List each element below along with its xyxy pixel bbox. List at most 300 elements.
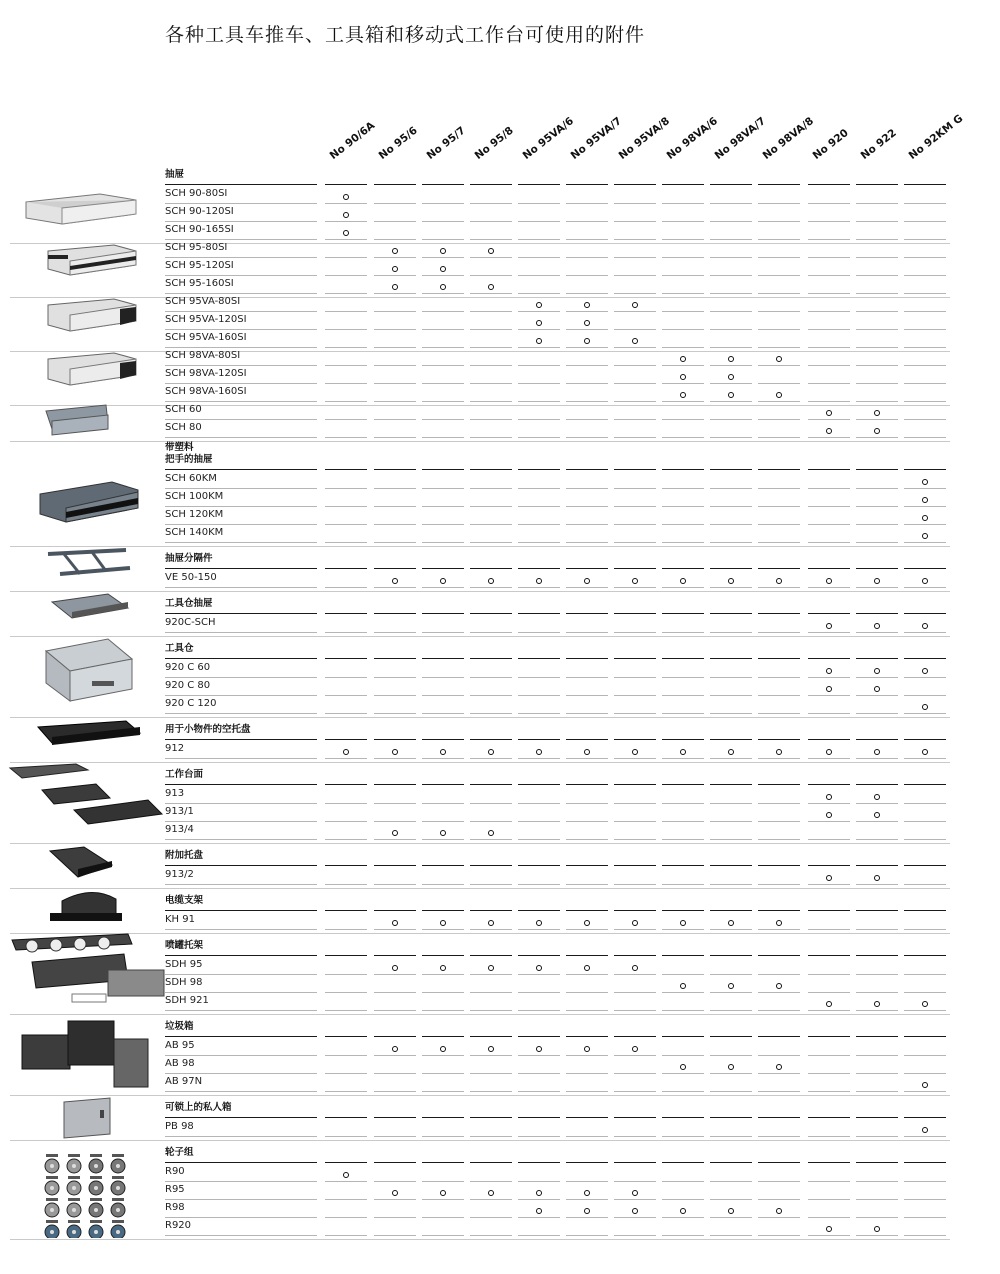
row-rule bbox=[470, 524, 512, 525]
row-rule bbox=[710, 506, 752, 507]
row-rule bbox=[808, 1136, 850, 1137]
column-header: No 922 bbox=[858, 126, 899, 162]
group-header-rule bbox=[325, 865, 367, 866]
row-rule bbox=[710, 419, 752, 420]
row-rule bbox=[758, 839, 800, 840]
row-rule bbox=[808, 758, 850, 759]
row-label: SCH 90-165SI bbox=[165, 224, 234, 235]
row-rule bbox=[710, 1010, 752, 1011]
row-rule bbox=[856, 293, 898, 294]
column-header: No 92KM G bbox=[906, 112, 966, 162]
group-separator bbox=[10, 441, 950, 442]
group-header-rule bbox=[325, 658, 367, 659]
group-header-rule bbox=[758, 955, 800, 956]
row-rule bbox=[758, 758, 800, 759]
row-rule bbox=[758, 1217, 800, 1218]
row-rule bbox=[662, 587, 704, 588]
parts-tray-icon bbox=[8, 717, 148, 753]
group-header-rule bbox=[325, 613, 367, 614]
row-rule bbox=[808, 506, 850, 507]
row-rule bbox=[662, 311, 704, 312]
compatibility-dot bbox=[776, 392, 782, 398]
row-rule bbox=[422, 365, 464, 366]
group-header-rule bbox=[662, 865, 704, 866]
row-rule bbox=[856, 239, 898, 240]
group-header-rule bbox=[856, 469, 898, 470]
row-rule bbox=[470, 1010, 512, 1011]
group-header-rule bbox=[325, 1036, 367, 1037]
group-header-rule bbox=[758, 568, 800, 569]
row-rule bbox=[614, 221, 656, 222]
row-rule bbox=[422, 677, 464, 678]
group-separator bbox=[10, 843, 950, 844]
row-rule bbox=[518, 419, 560, 420]
row-label: VE 50-150 bbox=[165, 572, 217, 583]
compatibility-dot bbox=[874, 623, 880, 629]
row-rule bbox=[470, 1181, 512, 1182]
row-rule bbox=[808, 524, 850, 525]
row-rule bbox=[374, 632, 416, 633]
row-rule bbox=[856, 1199, 898, 1200]
group-header-rule bbox=[165, 1117, 317, 1118]
row-rule bbox=[165, 203, 317, 204]
group-header-rule bbox=[470, 739, 512, 740]
compatibility-dot bbox=[392, 578, 398, 584]
group-header-rule bbox=[374, 910, 416, 911]
row-rule bbox=[904, 329, 946, 330]
row-rule bbox=[422, 329, 464, 330]
row-rule bbox=[374, 329, 416, 330]
row-rule bbox=[614, 347, 656, 348]
row-rule bbox=[614, 1136, 656, 1137]
row-rule bbox=[808, 383, 850, 384]
row-rule bbox=[165, 329, 317, 330]
group-header-rule bbox=[518, 1162, 560, 1163]
compatibility-dot bbox=[826, 686, 832, 692]
group-header-rule bbox=[856, 910, 898, 911]
compatibility-dot bbox=[488, 1190, 494, 1196]
group-label: 抽屉分隔件 bbox=[165, 553, 213, 564]
row-rule bbox=[374, 1217, 416, 1218]
group-header-rule bbox=[856, 1117, 898, 1118]
group-header-rule bbox=[566, 568, 608, 569]
row-rule bbox=[374, 524, 416, 525]
group-header-rule bbox=[662, 469, 704, 470]
compatibility-dot bbox=[874, 578, 880, 584]
row-rule bbox=[422, 884, 464, 885]
row-rule bbox=[470, 713, 512, 714]
row-rule bbox=[165, 839, 317, 840]
compatibility-dot bbox=[922, 1001, 928, 1007]
row-rule bbox=[325, 1091, 367, 1092]
row-rule bbox=[566, 1091, 608, 1092]
group-header-rule bbox=[662, 184, 704, 185]
row-rule bbox=[165, 758, 317, 759]
row-rule bbox=[374, 221, 416, 222]
row-rule bbox=[374, 1091, 416, 1092]
compatibility-dot bbox=[728, 356, 734, 362]
compatibility-dot bbox=[632, 578, 638, 584]
row-rule bbox=[518, 437, 560, 438]
row-rule bbox=[904, 1010, 946, 1011]
row-rule bbox=[758, 884, 800, 885]
group-header-rule bbox=[856, 658, 898, 659]
row-rule bbox=[662, 1199, 704, 1200]
group-header-rule bbox=[422, 955, 464, 956]
row-rule bbox=[566, 275, 608, 276]
row-rule bbox=[662, 1073, 704, 1074]
group-header-rule bbox=[470, 910, 512, 911]
row-rule bbox=[904, 587, 946, 588]
row-rule bbox=[758, 1235, 800, 1236]
group-header-rule bbox=[614, 1117, 656, 1118]
group-header-rule bbox=[566, 910, 608, 911]
row-rule bbox=[758, 1199, 800, 1200]
row-rule bbox=[758, 1136, 800, 1137]
row-label: SDH 921 bbox=[165, 995, 209, 1006]
row-rule bbox=[518, 1073, 560, 1074]
row-rule bbox=[856, 839, 898, 840]
group-header-rule bbox=[518, 955, 560, 956]
row-rule bbox=[614, 365, 656, 366]
row-rule bbox=[904, 383, 946, 384]
row-rule bbox=[710, 677, 752, 678]
compatibility-dot bbox=[584, 1190, 590, 1196]
row-rule bbox=[470, 677, 512, 678]
compatibility-dot bbox=[632, 302, 638, 308]
group-separator bbox=[10, 351, 950, 352]
row-rule bbox=[614, 1073, 656, 1074]
row-rule bbox=[904, 239, 946, 240]
row-rule bbox=[374, 239, 416, 240]
group-label: 电缆支架 bbox=[165, 895, 204, 906]
row-rule bbox=[614, 758, 656, 759]
row-rule bbox=[165, 632, 317, 633]
row-rule bbox=[566, 293, 608, 294]
row-rule bbox=[566, 542, 608, 543]
row-rule bbox=[758, 329, 800, 330]
row-label: SCH 95-80SI bbox=[165, 242, 228, 253]
row-rule bbox=[614, 1235, 656, 1236]
row-label: SCH 98VA-160SI bbox=[165, 386, 247, 397]
row-rule bbox=[904, 839, 946, 840]
row-label: SCH 95VA-120SI bbox=[165, 314, 247, 325]
drawer-handle-icon bbox=[8, 241, 148, 285]
row-label: SDH 95 bbox=[165, 959, 203, 970]
row-rule bbox=[856, 821, 898, 822]
row-rule bbox=[374, 365, 416, 366]
row-rule bbox=[470, 365, 512, 366]
row-rule bbox=[856, 974, 898, 975]
row-label: SCH 95VA-160SI bbox=[165, 332, 247, 343]
compatibility-dot bbox=[584, 320, 590, 326]
tool-case-icon bbox=[8, 637, 148, 709]
row-rule bbox=[710, 365, 752, 366]
compatibility-dot bbox=[440, 578, 446, 584]
group-header-rule bbox=[808, 865, 850, 866]
row-rule bbox=[325, 293, 367, 294]
group-header-rule bbox=[662, 955, 704, 956]
group-header-rule bbox=[662, 1036, 704, 1037]
row-label: PB 98 bbox=[165, 1121, 194, 1132]
row-rule bbox=[566, 383, 608, 384]
group-header-rule bbox=[614, 784, 656, 785]
compatibility-dot bbox=[776, 749, 782, 755]
row-rule bbox=[422, 275, 464, 276]
column-header: No 95/6 bbox=[376, 124, 420, 162]
group-header-rule bbox=[904, 1036, 946, 1037]
group-header-rule bbox=[518, 613, 560, 614]
group-header-rule bbox=[856, 739, 898, 740]
compatibility-dot bbox=[728, 920, 734, 926]
group-header-rule bbox=[758, 184, 800, 185]
row-rule bbox=[566, 203, 608, 204]
row-rule bbox=[614, 383, 656, 384]
row-rule bbox=[566, 257, 608, 258]
compatibility-dot bbox=[584, 302, 590, 308]
group-header-rule bbox=[422, 1162, 464, 1163]
row-rule bbox=[856, 1181, 898, 1182]
row-rule bbox=[808, 713, 850, 714]
compatibility-dot bbox=[874, 668, 880, 674]
compatibility-dot bbox=[392, 920, 398, 926]
row-rule bbox=[422, 257, 464, 258]
group-separator bbox=[10, 717, 950, 718]
row-rule bbox=[566, 632, 608, 633]
row-label: 912 bbox=[165, 743, 185, 754]
row-rule bbox=[904, 488, 946, 489]
row-rule bbox=[518, 293, 560, 294]
compatibility-dot bbox=[632, 338, 638, 344]
group-header-rule bbox=[904, 469, 946, 470]
group-header-rule bbox=[518, 568, 560, 569]
row-rule bbox=[165, 257, 317, 258]
group-header-rule bbox=[662, 910, 704, 911]
row-rule bbox=[662, 1055, 704, 1056]
row-rule bbox=[374, 542, 416, 543]
row-rule bbox=[422, 1199, 464, 1200]
row-rule bbox=[165, 437, 317, 438]
row-rule bbox=[614, 803, 656, 804]
row-rule bbox=[808, 695, 850, 696]
row-rule bbox=[470, 383, 512, 384]
group-header-rule bbox=[808, 784, 850, 785]
compatibility-dot bbox=[776, 1064, 782, 1070]
group-header-rule bbox=[325, 469, 367, 470]
row-rule bbox=[662, 677, 704, 678]
row-rule bbox=[518, 329, 560, 330]
row-rule bbox=[856, 221, 898, 222]
row-rule bbox=[808, 257, 850, 258]
row-rule bbox=[470, 437, 512, 438]
compatibility-dot bbox=[632, 920, 638, 926]
row-rule bbox=[470, 329, 512, 330]
row-rule bbox=[518, 257, 560, 258]
row-rule bbox=[325, 1181, 367, 1182]
row-rule bbox=[165, 221, 317, 222]
row-rule bbox=[325, 524, 367, 525]
row-rule bbox=[422, 929, 464, 930]
group-header-rule bbox=[614, 613, 656, 614]
row-rule bbox=[518, 1235, 560, 1236]
row-rule bbox=[422, 839, 464, 840]
column-header: No 95VA/6 bbox=[520, 115, 577, 162]
row-rule bbox=[662, 257, 704, 258]
row-rule bbox=[662, 203, 704, 204]
row-rule bbox=[808, 401, 850, 402]
row-rule bbox=[904, 1091, 946, 1092]
row-rule bbox=[470, 311, 512, 312]
row-rule bbox=[758, 542, 800, 543]
row-rule bbox=[614, 506, 656, 507]
compatibility-dot bbox=[392, 749, 398, 755]
group-header-rule bbox=[165, 613, 317, 614]
group-header-rule bbox=[470, 784, 512, 785]
compatibility-dot bbox=[632, 1208, 638, 1214]
row-rule bbox=[422, 347, 464, 348]
row-rule bbox=[662, 239, 704, 240]
row-rule bbox=[422, 1181, 464, 1182]
row-rule bbox=[904, 1136, 946, 1137]
row-rule bbox=[518, 974, 560, 975]
compatibility-dot bbox=[343, 230, 349, 236]
compatibility-dot bbox=[874, 410, 880, 416]
row-rule bbox=[710, 275, 752, 276]
group-label: 工具仓 bbox=[165, 643, 194, 654]
row-rule bbox=[808, 311, 850, 312]
group-header-rule bbox=[808, 658, 850, 659]
row-label: SCH 98VA-80SI bbox=[165, 350, 241, 361]
compatibility-dot bbox=[826, 578, 832, 584]
compatibility-dot bbox=[776, 578, 782, 584]
row-rule bbox=[518, 587, 560, 588]
row-rule bbox=[758, 347, 800, 348]
row-rule bbox=[614, 587, 656, 588]
compatibility-dot bbox=[488, 965, 494, 971]
row-rule bbox=[662, 992, 704, 993]
row-rule bbox=[165, 419, 317, 420]
row-rule bbox=[470, 239, 512, 240]
group-header-rule bbox=[904, 784, 946, 785]
group-header-rule bbox=[422, 469, 464, 470]
row-rule bbox=[518, 1010, 560, 1011]
row-rule bbox=[758, 257, 800, 258]
group-header-rule bbox=[566, 784, 608, 785]
group-header-rule bbox=[856, 865, 898, 866]
group-header-rule bbox=[518, 1036, 560, 1037]
row-rule bbox=[470, 695, 512, 696]
group-header-rule bbox=[566, 1162, 608, 1163]
row-label: 920 C 120 bbox=[165, 698, 217, 709]
row-rule bbox=[758, 419, 800, 420]
row-rule bbox=[422, 437, 464, 438]
group-separator bbox=[10, 1095, 950, 1096]
row-rule bbox=[165, 383, 317, 384]
row-rule bbox=[325, 1199, 367, 1200]
row-rule bbox=[856, 632, 898, 633]
row-rule bbox=[165, 1199, 317, 1200]
row-rule bbox=[325, 803, 367, 804]
column-header: No 95/7 bbox=[424, 124, 468, 162]
group-header-rule bbox=[566, 955, 608, 956]
group-header-rule bbox=[165, 1162, 317, 1163]
row-rule bbox=[422, 695, 464, 696]
group-header-rule bbox=[904, 739, 946, 740]
compatibility-dot bbox=[536, 1190, 542, 1196]
row-rule bbox=[470, 347, 512, 348]
compatibility-dot bbox=[922, 533, 928, 539]
row-rule bbox=[422, 1091, 464, 1092]
compatibility-dot bbox=[922, 479, 928, 485]
row-rule bbox=[518, 677, 560, 678]
row-rule bbox=[856, 401, 898, 402]
row-rule bbox=[710, 713, 752, 714]
row-rule bbox=[165, 1181, 317, 1182]
row-rule bbox=[856, 488, 898, 489]
row-rule bbox=[808, 821, 850, 822]
group-header-rule bbox=[566, 613, 608, 614]
group-header-rule bbox=[904, 1117, 946, 1118]
row-rule bbox=[662, 401, 704, 402]
row-rule bbox=[325, 401, 367, 402]
group-separator bbox=[10, 405, 950, 406]
row-rule bbox=[374, 803, 416, 804]
row-rule bbox=[422, 203, 464, 204]
row-rule bbox=[904, 677, 946, 678]
row-rule bbox=[662, 275, 704, 276]
row-rule bbox=[566, 419, 608, 420]
row-rule bbox=[758, 275, 800, 276]
row-rule bbox=[165, 677, 317, 678]
row-rule bbox=[904, 524, 946, 525]
compatibility-dot bbox=[922, 668, 928, 674]
group-header-rule bbox=[374, 658, 416, 659]
row-rule bbox=[758, 974, 800, 975]
row-rule bbox=[662, 1010, 704, 1011]
group-header-rule bbox=[758, 865, 800, 866]
group-header-rule bbox=[374, 865, 416, 866]
row-label: SCH 90-120SI bbox=[165, 206, 234, 217]
row-rule bbox=[662, 884, 704, 885]
row-rule bbox=[422, 1073, 464, 1074]
row-rule bbox=[904, 1073, 946, 1074]
row-rule bbox=[165, 1055, 317, 1056]
row-rule bbox=[566, 821, 608, 822]
row-rule bbox=[518, 758, 560, 759]
compatibility-dot bbox=[874, 1001, 880, 1007]
compatibility-dot bbox=[584, 749, 590, 755]
row-rule bbox=[518, 632, 560, 633]
row-rule bbox=[566, 506, 608, 507]
row-rule bbox=[518, 839, 560, 840]
row-rule bbox=[165, 542, 317, 543]
compatibility-dot bbox=[536, 1046, 542, 1052]
row-rule bbox=[614, 1181, 656, 1182]
row-rule bbox=[904, 419, 946, 420]
row-rule bbox=[422, 221, 464, 222]
row-rule bbox=[614, 1055, 656, 1056]
row-rule bbox=[165, 365, 317, 366]
group-header-rule bbox=[325, 1162, 367, 1163]
row-rule bbox=[710, 203, 752, 204]
row-rule bbox=[710, 1073, 752, 1074]
row-rule bbox=[325, 203, 367, 204]
row-rule bbox=[662, 839, 704, 840]
row-rule bbox=[614, 974, 656, 975]
row-rule bbox=[758, 1073, 800, 1074]
row-rule bbox=[808, 632, 850, 633]
row-rule bbox=[422, 803, 464, 804]
